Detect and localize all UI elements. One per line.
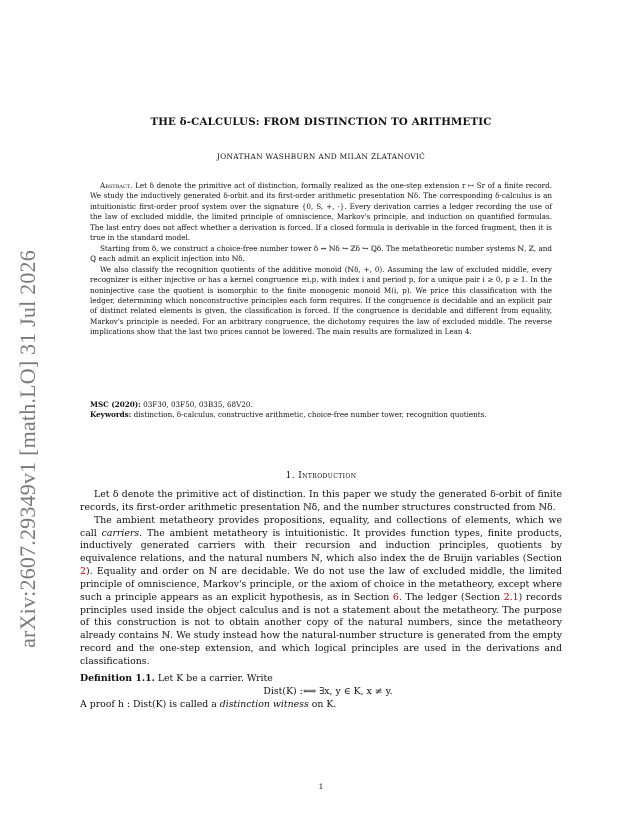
abstract-p1-text: Let δ denote the primitive act of distinction, formally realized as the one-step extension r ↦ Sr of a finite record. We study the inductively generated δ-orbit and its first-order arithmetic presentation ℕδ. The corresponding δ-calculus is an intuitionistic first-order proof system over the signature {0, S, +, ·}. Every derivation carries a ledger recording the use of the law of excluded middle, the limited principle of omniscience, Markov's principle, and induction on quantified formulas. The last entry does not affect whether a derivation is forced. If a closed formula is derivable in the forced fragment, then it is true in the standard model. (90, 181, 552, 243)
proof-a: A proof h : Dist(K) is called a (80, 698, 220, 710)
body-p2-emphasis: carriers (101, 527, 140, 539)
proof-witness-sentence (80, 699, 562, 712)
definition-1-1 (80, 673, 562, 686)
page-number: 1 (318, 782, 324, 791)
body-p2-d: . The ledger (Section (398, 591, 504, 603)
arxiv-identifier-margin (10, 229, 46, 669)
section-title: Introduction (298, 471, 357, 481)
msc-label: MSC (2020): (90, 400, 141, 409)
body-p2-e: ) records principles used inside the object calculus and is not a statement about the metatheory. The purpose of this construction is not to obtain another copy of the natural numbers, since the metatheory already contains ℕ. We study instead how the natural-number structure is generated from the empty record and the one-step extension, and which logical principles are used in the derivations and classifications. (80, 591, 562, 667)
body-text (80, 489, 562, 711)
abstract-label: Abstract. (100, 181, 133, 190)
body-p2-b: . The ambient metatheory is intuitionistic. It provides function types, finite products, inductively generated carriers with their recursion and induction principles, quotients by equivalence relations, and the natural numbers ℕ, which also index the de Bruijn variables (Section (80, 527, 562, 565)
definition-label: Definition 1.1. (80, 672, 155, 684)
body-paragraph-1: Let δ denote the primitive act of distinction. In this paper we study the generated δ-orbit of finite records, its first-order arithmetic presentation ℕδ, and the number structures constructed from ℕδ. (80, 489, 562, 513)
keywords-label: Keywords: (90, 410, 132, 420)
body-paragraph-2 (80, 515, 562, 669)
keywords-value: distinction, δ-calculus, constructive arithmetic, choice-free number tower, recognition quotients. (133, 410, 487, 420)
paper-authors: JONATHAN WASHBURN AND MILAN ZLATANOVIĆ (216, 152, 426, 161)
body-p2-a: The ambient metatheory provides propositions, equality, and collections of elements, which we call (80, 514, 562, 539)
paper-metadata (90, 400, 552, 421)
section-ref-link[interactable]: 2 (80, 566, 86, 578)
abstract (90, 181, 552, 338)
display-formula: Dist(K) :⟺ ∃x, y ∈ K, x ≠ y. (263, 685, 393, 697)
proof-emphasis: distinction witness (219, 698, 309, 710)
section-heading (80, 471, 562, 481)
abstract-paragraph-3: We also classify the recognition quotients of the additive monoid (ℕδ, +, 0). Assuming the law of excluded middle, every recognizer is either injective or has a kernel congruence ≡i,p, with index i and period p, for a unique pair i ≥ 0, p ≥ 1. In the noninjective case the quotient is isomorphic to the finite monogenic monoid M(i, p). We price this classification with the ledger, determining which nonconstructive principles each form requires. If the congruence is decidable and an explicit pair of distinct related elements is given, the classification is forced. If the congruence is decidable and different from equality, Markov's principle is needed. For an arbitrary congruence, the dichotomy requires the law of excluded middle. The reverse implications show that the last two prices cannot be lowered. The main results are formalized in Lean 4. (90, 264, 552, 337)
abstract-paragraph-1 (90, 181, 552, 244)
paper-title: THE δ-CALCULUS: FROM DISTINCTION TO ARITHMETIC (150, 116, 492, 128)
keywords-line (90, 410, 552, 420)
arxiv-id: arXiv:2607.29349v1 [math.LO] 31 Jul 2026 (15, 250, 41, 648)
section-number: 1. (285, 471, 296, 481)
section-ref-link[interactable]: 6 (392, 591, 399, 603)
proof-b: on K. (308, 698, 337, 710)
msc-value: 03F30, 03F50, 03B35, 68V20. (143, 400, 253, 409)
msc-line (90, 400, 552, 410)
definition-text: Let K be a carrier. Write (154, 672, 273, 684)
abstract-paragraph-2: Starting from δ, we construct a choice-free number tower δ ⇝ ℕδ ↪ ℤδ ↪ ℚδ. The metatheoretic number systems ℕ, ℤ, and ℚ each admit an explicit injection into ℕδ. (90, 243, 552, 264)
section-ref-link[interactable]: 2.1 (503, 591, 519, 603)
body-p2-c: ). Equality and order on ℕ are decidable. We do not use the law of excluded middle, the limited principle of omniscience, Markov's principle, or the axiom of choice in the metatheory, except where such a principle appears as an explicit hypothesis, as in Section (80, 566, 562, 603)
